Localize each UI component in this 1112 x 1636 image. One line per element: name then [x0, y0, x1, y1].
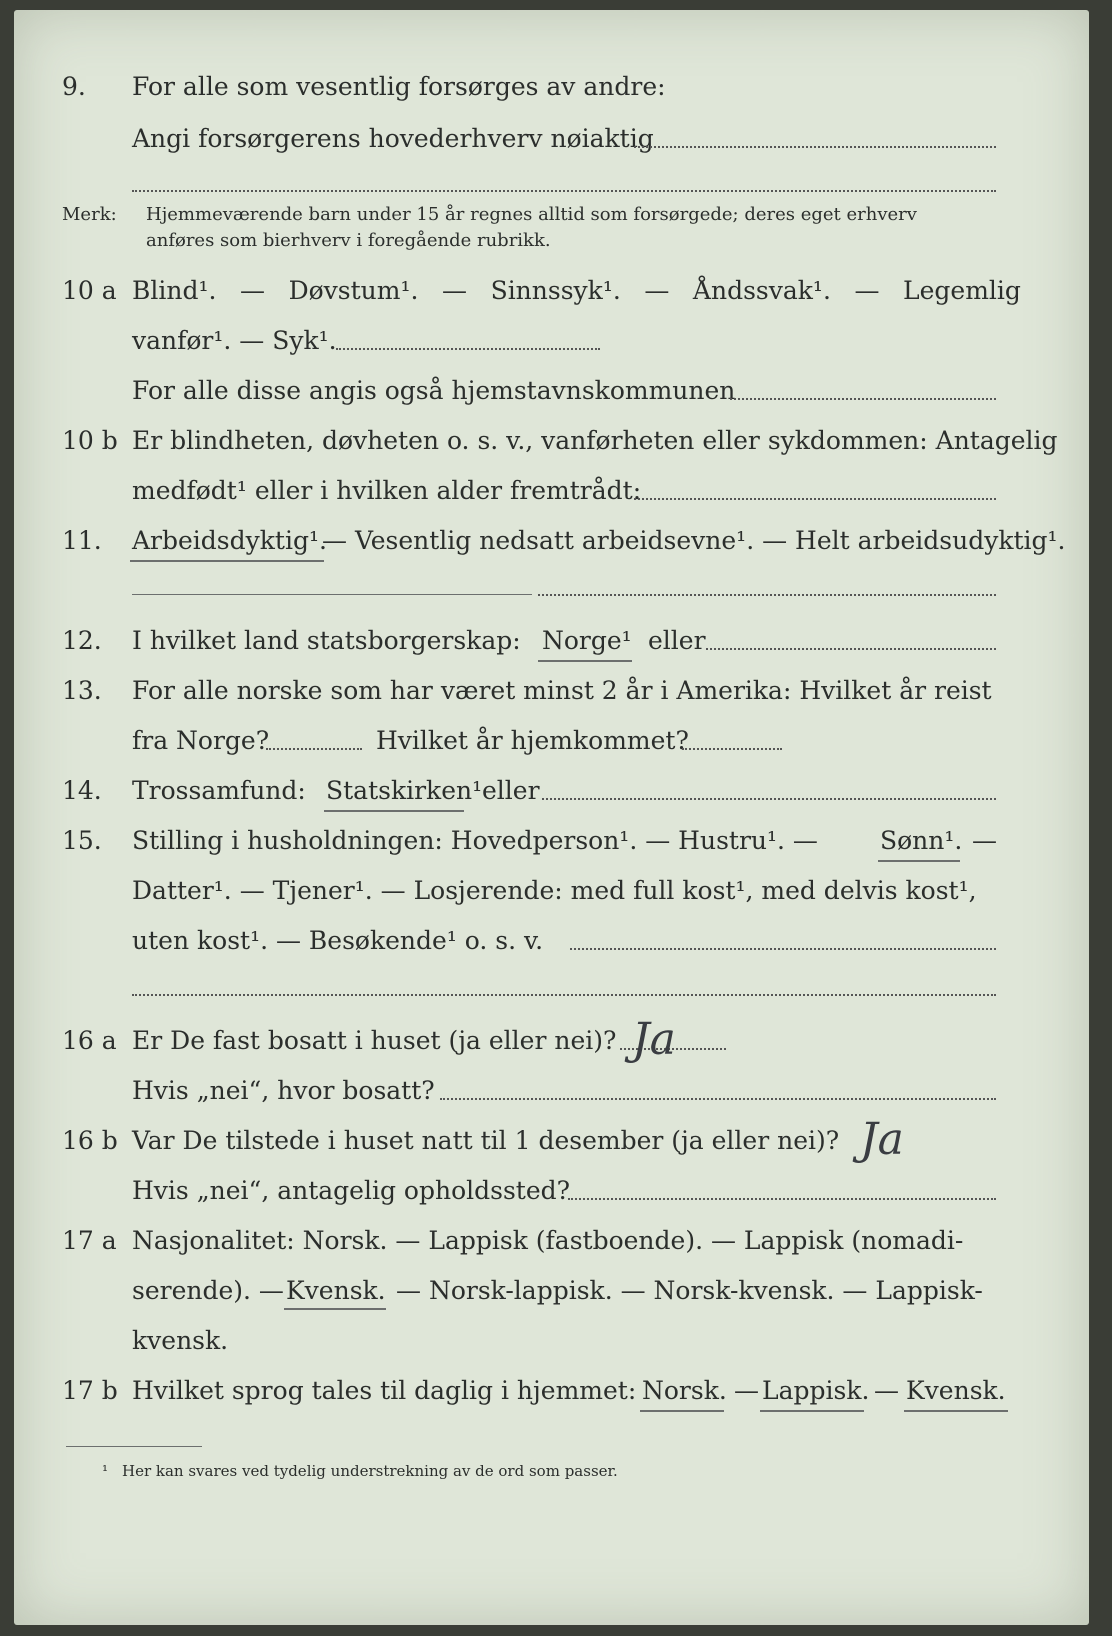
q11-field[interactable]	[538, 594, 996, 596]
merk-line1: Hjemmeværende barn under 15 år regnes alltid som forsørgede; deres eget erhverv	[146, 204, 917, 225]
q14-label: Trossamfund:	[132, 776, 306, 805]
q17b-text: Hvilket sprog tales til daglig i hjemmet:	[132, 1376, 637, 1405]
q10a-vanfor-syk[interactable]: vanfør¹. — Syk¹.	[132, 326, 337, 355]
q10a-opt-dovstum[interactable]: Døvstum¹.	[288, 276, 419, 305]
q14-field[interactable]	[542, 798, 996, 800]
q12-norge-underline	[538, 660, 632, 662]
q15-field[interactable]	[570, 948, 996, 950]
q15-number: 15.	[62, 826, 102, 855]
q17b-norsk[interactable]: Norsk.	[642, 1376, 727, 1405]
q16b-text-2: Hvis „nei“, antagelig opholdssted?	[132, 1176, 571, 1205]
q16a-field-2[interactable]	[440, 1098, 996, 1100]
footnote-text: Her kan svares ved tydelig understrekning av de ord som passer.	[122, 1462, 618, 1480]
q9-text: For alle som vesentlig forsørges av andre:	[132, 72, 666, 101]
q12-field[interactable]	[706, 648, 996, 650]
q9-provider-occupation-label: Angi forsørgerens hovederhverv nøiaktig	[132, 124, 654, 153]
q10a-opt-legemlig[interactable]: Legemlig	[903, 276, 1021, 305]
census-form-page	[14, 10, 1089, 1625]
q16a-text-2: Hvis „nei“, hvor bosatt?	[132, 1076, 435, 1105]
q17b-kvensk[interactable]: Kvensk.	[906, 1376, 1006, 1405]
q15-text-2[interactable]: Datter¹. — Tjener¹. — Losjerende: med full kost¹, med delvis kost¹,	[132, 876, 977, 905]
q17b-kvensk-underline	[904, 1410, 1008, 1412]
q17a-text-3[interactable]: kvensk.	[132, 1326, 229, 1355]
q10a-opt-blind[interactable]: Blind¹.	[132, 276, 217, 305]
q17b-lappisk[interactable]: Lappisk.	[762, 1376, 870, 1405]
q10a-hjemstavn-field[interactable]	[730, 398, 996, 400]
q17b-dash: —	[734, 1376, 759, 1405]
q12-number: 12.	[62, 626, 102, 655]
merk-line2: anføres som bierhverv i foregående rubrikk.	[146, 230, 551, 251]
q9-answer-field[interactable]	[634, 146, 996, 148]
q13-hjemkommet-label: Hvilket år hjemkommet?	[376, 726, 689, 755]
q12-eller: eller	[648, 626, 706, 655]
q17a-kvensk-underline	[284, 1308, 386, 1310]
q11-underline	[130, 560, 324, 562]
q17a-number: 17 a	[62, 1226, 117, 1255]
q10a-opt-andssvak[interactable]: Åndssvak¹.	[692, 276, 831, 305]
q10a-syk-field[interactable]	[336, 348, 600, 350]
q10a-dash: —	[240, 276, 265, 305]
q17b-norsk-underline	[640, 1410, 724, 1412]
divider-line	[132, 594, 532, 595]
q17b-number: 17 b	[62, 1376, 118, 1405]
q15-text: Stilling i husholdningen: Hovedperson¹. — Hustru¹. —	[132, 826, 818, 855]
q11-number: 11.	[62, 526, 102, 555]
q14-underline	[324, 810, 464, 812]
q10a-dash: —	[442, 276, 467, 305]
q10a-dash: —	[644, 276, 670, 305]
q9-number: 9.	[62, 72, 86, 101]
q13-reist-field[interactable]	[266, 748, 362, 750]
q16a-text: Er De fast bosatt i huset (ja eller nei)?	[132, 1026, 617, 1055]
q10b-text-2: medfødt¹ eller i hvilken alder fremtrådt:	[132, 476, 642, 505]
q15-sonn[interactable]: Sønn¹.	[880, 826, 963, 855]
q10a-number: 10 a	[62, 276, 117, 305]
footnote-rule	[66, 1446, 202, 1447]
q10a-hjemstavn-label: For alle disse angis også hjemstavnskommunen	[132, 376, 736, 405]
merk-label: Merk:	[62, 204, 117, 225]
q11-arbeidsdyktig[interactable]: Arbeidsdyktig¹.	[132, 526, 327, 555]
q13-text: For alle norske som har været minst 2 år i Amerika: Hvilket år reist	[132, 676, 992, 705]
q9-answer-field-2[interactable]	[132, 190, 996, 192]
q15-text-3[interactable]: uten kost¹. — Besøkende¹ o. s. v.	[132, 926, 544, 955]
q16b-text: Var De tilstede i huset natt til 1 desember (ja eller nei)?	[132, 1126, 840, 1155]
q10b-number: 10 b	[62, 426, 118, 455]
q10a-opt-sinnssyk[interactable]: Sinnssyk¹.	[490, 276, 621, 305]
q13-number: 13.	[62, 676, 102, 705]
q15-field-2[interactable]	[132, 994, 996, 996]
q17a-text-2a[interactable]: serende). —	[132, 1276, 284, 1305]
q10a-options	[132, 276, 1021, 306]
q15-dash: —	[972, 826, 997, 855]
footnote-mark: ¹	[102, 1462, 109, 1480]
q16a-number: 16 a	[62, 1026, 117, 1055]
q17a-text[interactable]: Nasjonalitet: Norsk. — Lappisk (fastboende). — Lappisk (nomadi-	[132, 1226, 964, 1255]
q12-norge[interactable]: Norge¹	[542, 626, 632, 655]
q15-sonn-underline	[878, 860, 960, 862]
q13-hjemkommet-field[interactable]	[682, 748, 782, 750]
q16b-number: 16 b	[62, 1126, 118, 1155]
q16b-field[interactable]	[568, 1198, 996, 1200]
q14-number: 14.	[62, 776, 102, 805]
q10a-dash: —	[854, 276, 880, 305]
q17a-kvensk[interactable]: Kvensk.	[286, 1276, 386, 1305]
q16a-handwritten-answer[interactable]: Ja	[632, 1014, 676, 1065]
q13-reist-label: fra Norge?	[132, 726, 270, 755]
q14-eller: eller	[482, 776, 540, 805]
q17a-text-2b[interactable]: — Norsk-lappisk. — Norsk-kvensk. — Lappisk-	[396, 1276, 983, 1305]
q11-other-options[interactable]: — Vesentlig nedsatt arbeidsevne¹. — Helt arbeidsudyktig¹.	[322, 526, 1066, 555]
q12-text: I hvilket land statsborgerskap:	[132, 626, 521, 655]
q17b-dash: —	[874, 1376, 899, 1405]
q17b-lappisk-underline	[760, 1410, 864, 1412]
q10b-text: Er blindheten, døvheten o. s. v., vanførheten eller sykdommen: Antagelig	[132, 426, 1058, 455]
q10b-field[interactable]	[634, 498, 996, 500]
q14-statskirken[interactable]: Statskirken¹	[326, 776, 483, 805]
q16b-handwritten-answer[interactable]: Ja	[860, 1114, 904, 1165]
